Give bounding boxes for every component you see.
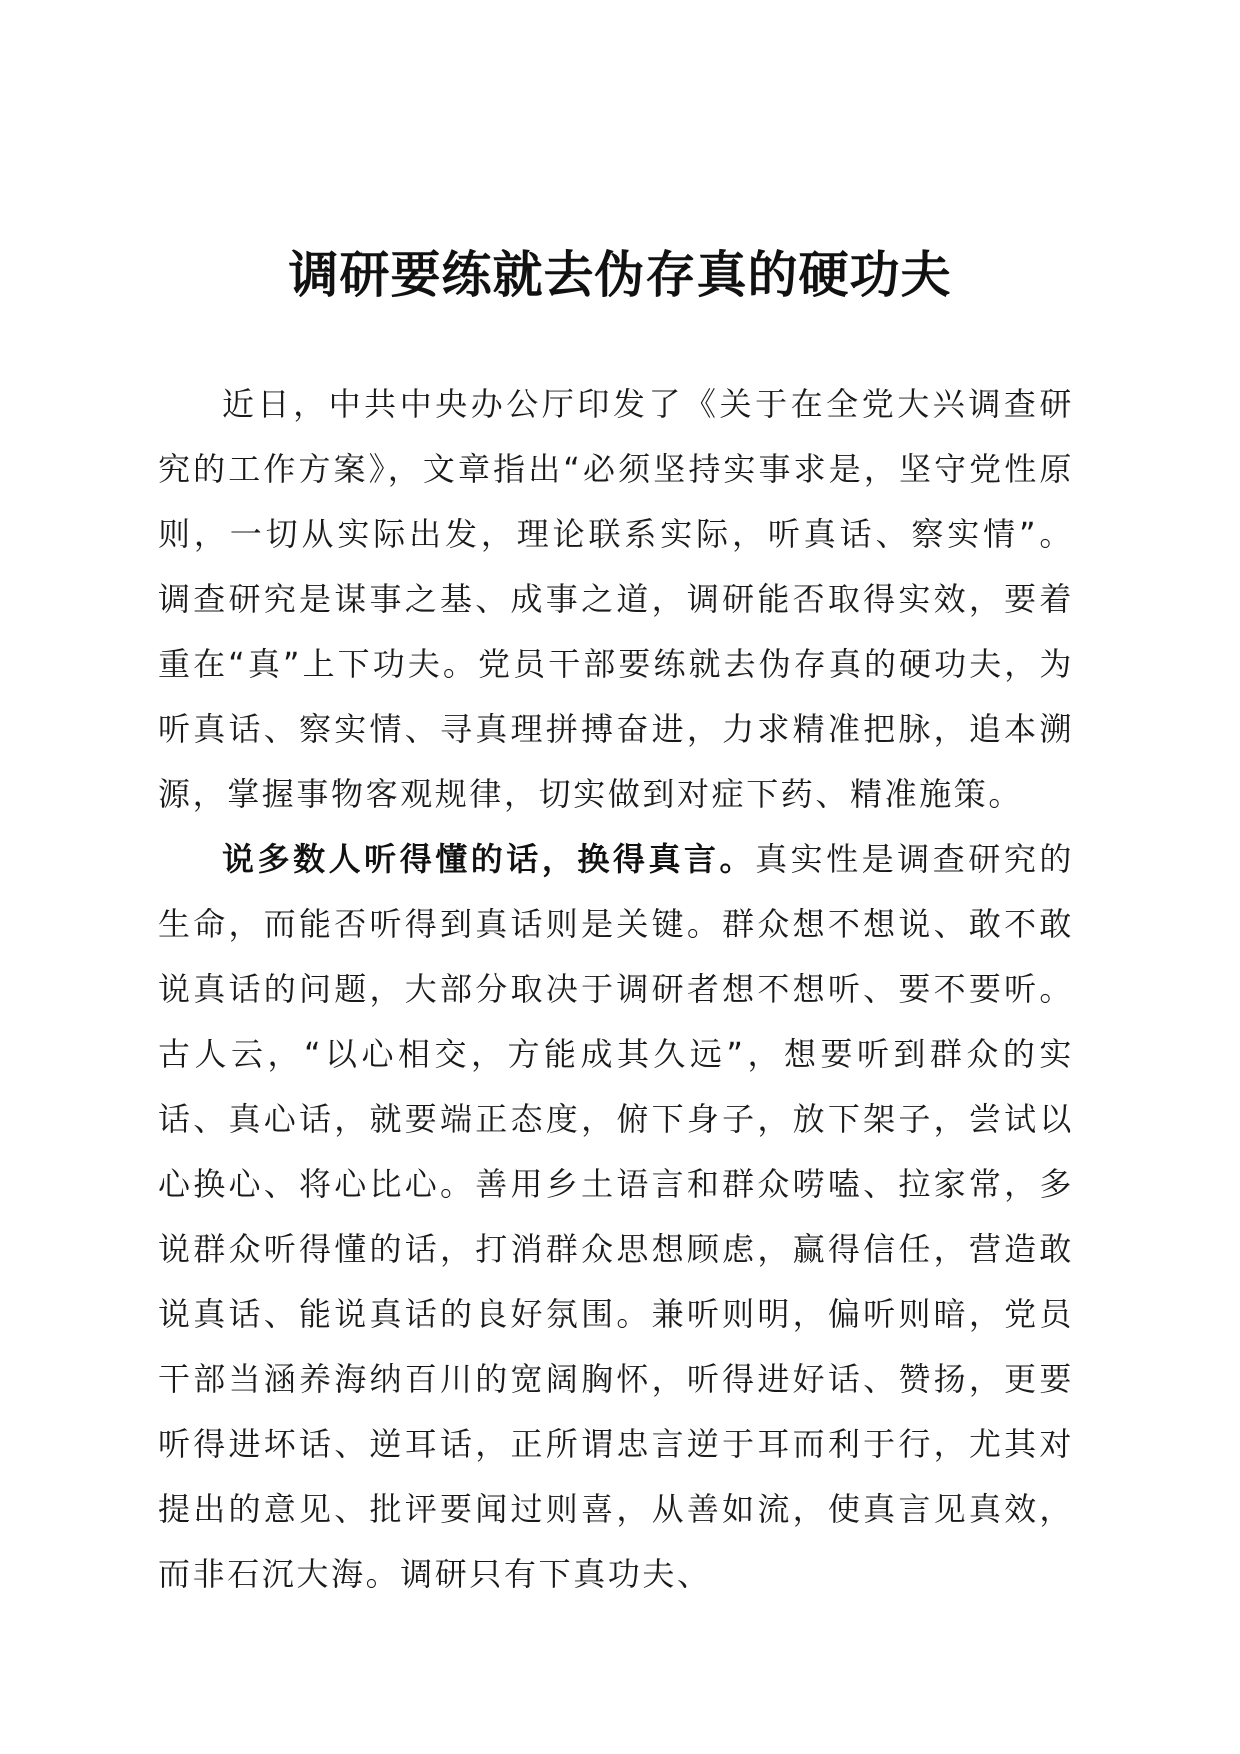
document-body bbox=[158, 372, 1074, 1607]
section-1-text: 真实性是调查研究的生命，而能否听得到真话则是关键。群众想不想说、敢不敢说真话的问题，大部分取决于调研者想不想听、要不要听。古人云，“以心相交，方能成其久远”，想要听到群众的实话、真心话，就要端正态度，俯下身子，放下架子，尝试以心换心、将心比心。善用乡土语言和群众唠嗑、拉家常，多说群众听得懂的话，打消群众思想顾虑，赢得信任，营造敢说真话、能说真话的良好氛围。兼听则明，偏听则暗，党员干部当涵养海纳百川的宽阔胸怀，听得进好话、赞扬，更要听得进坏话、逆耳话，正所谓忠言逆于耳而利于行，尤其对提出的意见、批评要闻过则喜，从善如流，使真言见真效，而非石沉大海。调研只有下真功夫、 bbox=[158, 840, 1074, 1593]
section-1-heading: 说多数人听得懂的话，换得真言。 bbox=[222, 840, 756, 878]
paragraph-section-1 bbox=[158, 827, 1074, 1607]
document-title: 调研要练就去伪存真的硬功夫 bbox=[288, 245, 952, 304]
paragraph-intro-text: 近日，中共中央办公厅印发了《关于在全党大兴调查研究的工作方案》，文章指出“必须坚持实事求是，坚守党性原则，一切从实际出发，理论联系实际，听真话、察实情”。调查研究是谋事之基、成事之道，调研能否取得实效，要着重在“真”上下功夫。党员干部要练就去伪存真的硬功夫，为听真话、察实情、寻真理拼搏奋进，力求精准把脉，追本溯源，掌握事物客观规律，切实做到对症下药、精准施策。 bbox=[158, 385, 1074, 813]
paragraph-intro bbox=[158, 372, 1074, 827]
